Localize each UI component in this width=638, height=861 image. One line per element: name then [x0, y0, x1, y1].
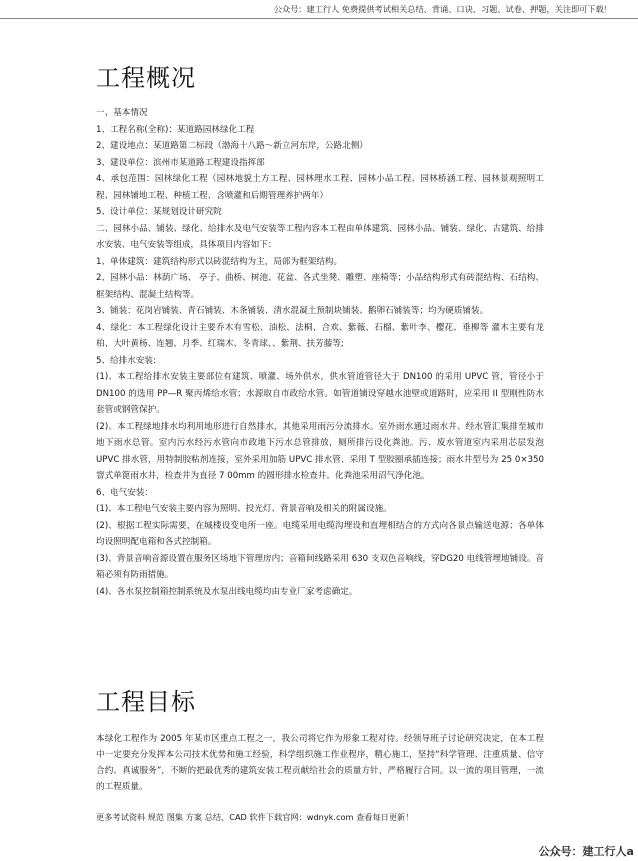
paragraph: 本绿化工程作为 2005 年某市区重点工程之一，我公司将它作为形象工程对待。经领导班子讨论研究决定，在本工程中一定要充分发挥本公司技术优势和施工经验，科学组织施工作业程序，精心施工，坚持“科学管理、注重质量、信守合约、真诚服务”，不断的把最优秀的建筑安装工程贡献给社会的质量方针，严格履行合同。以一流的项目管理，一流的工程质量。	[96, 734, 544, 792]
header-bar	[0, 0, 638, 19]
paragraph: (2)、根据工程实际需要，在城楼设变电所一座。电缆采用电缆沟埋设和直埋相结合的方式向各景点输送电源；各单体均设照明配电箱和各式控制箱。	[96, 520, 544, 547]
paragraph: (2)、本工程绿地排水均利用地形进行自然排水，其他采用雨污分流排水。室外雨水通过雨水井、经水管汇集排至城市地下雨水总管。室内污水经污水管向市政地下污水总管排放，厕所排污设化粪池。污、废水管道室内采用芯层发泡 UPVC 排水管，用特制胶粘剂连接，室外采用加筋 UPVC 排水管、采用 T 型胶圈承插连接；雨水井型号为 25 0×350 窨式单篦雨水井，检查井为直径 7 00mm 的圆形排水检查井。化粪池采用沼气净化池。	[96, 421, 544, 481]
paragraph: 二、园林小品、铺装、绿化、给排水及电气安装等工程内容本工程由单体建筑、园林小品、铺装、绿化、古建筑、给排水安装、电气安装等组成，具体项目内容如下：	[96, 223, 544, 250]
paragraph: 一、基本情况	[96, 108, 148, 118]
header-note: 公众号：建工行人 免费提供考试相关总结、背诵、口诀、习题、试卷、押题，关注即可下载！	[273, 4, 612, 14]
paragraph: 5、给排水安装:	[96, 355, 156, 366]
paragraph: 3、建设单位：滨州市某道路工程建设指挥部	[96, 157, 265, 168]
footer-promo: 更多考试资料 规范 图集 方案 总结、CAD 软件下载官网：wdnyk.com 查看每日更新！	[96, 812, 414, 822]
paragraph: 4、承包范围：园林绿化工程（园林地貌土方工程、园林理水工程、园林小品工程、园林桥涵工程、园林景观照明工程、园林铺地工程、种植工程、含喷灌和后期管理养护两年）	[96, 174, 544, 201]
paragraph: 4、绿化：本工程绿化设计主要乔木有雪松、油松、法桐、合欢、紫薇、石榴、紫叶李、樱花、垂柳等 灌木主要有龙柏、大叶黄杨、连翘、月季、红瑞木、冬青球、、紫荆、扶芳藤等;	[96, 322, 544, 349]
paragraph: 1、单体建筑：建筑结构形式以砖混结构为主，局部为框架结构。	[96, 256, 343, 267]
paragraph: 3、铺装：花岗岩铺装、青石铺装、木条铺装、清水混凝土预制块铺装、鹅卵石铺装等；均为硬质铺装。	[96, 306, 489, 316]
paragraph: (1)、本工程给排水安装主要部位有建筑、喷灌、场外供水，供水管道管径大于 DN100 的采用 UPVC 管，管径小于 DN100 的选用 PP—R 聚丙烯给水管；水源取自市政给水管。如管道铺设穿越水池壁或道路时，应采用 II 型刚性防水套管或钢管保护。	[96, 372, 544, 415]
paragraph: 2、建设地点：某道路第二标段（渤海十八路～新立河东岸，公路北侧）	[96, 141, 368, 151]
paragraph: (1)、本工程电气安装主要内容为照明、投光灯、背景音响及相关的附属设施。	[96, 504, 392, 514]
paragraph: 6、电气安装：	[96, 487, 154, 498]
paragraph: 5、设计单位：某规划设计研究院	[96, 207, 222, 217]
paragraph: (3)、背景音响音源设置在服务区场地下管理房内；音箱间线路采用 630 支双色音响线，穿DG20 电线管埋地铺设。音箱必须有防雨措施。	[96, 553, 544, 580]
overview-body	[96, 105, 544, 600]
paragraph: (4)、各水泵控制箱控制系统及水泵出线电缆均由专业厂家考虑确定。	[96, 586, 358, 597]
paragraph: 1、工程名称(全称)：某道路园林绿化工程	[96, 124, 255, 135]
goals-body	[96, 731, 544, 795]
section-title-overview: 工程概况	[96, 64, 196, 92]
section-title-goals: 工程目标	[96, 688, 196, 716]
watermark: 公众号：建工行人a	[538, 845, 634, 858]
paragraph: 2、园林小品：林荫广场、 亭子、曲桥、树池、花盆、各式坐凳、雕塑、座椅等；小品结构形式有砖混结构、石结构、框架结构、混凝土结构等。	[96, 273, 544, 300]
